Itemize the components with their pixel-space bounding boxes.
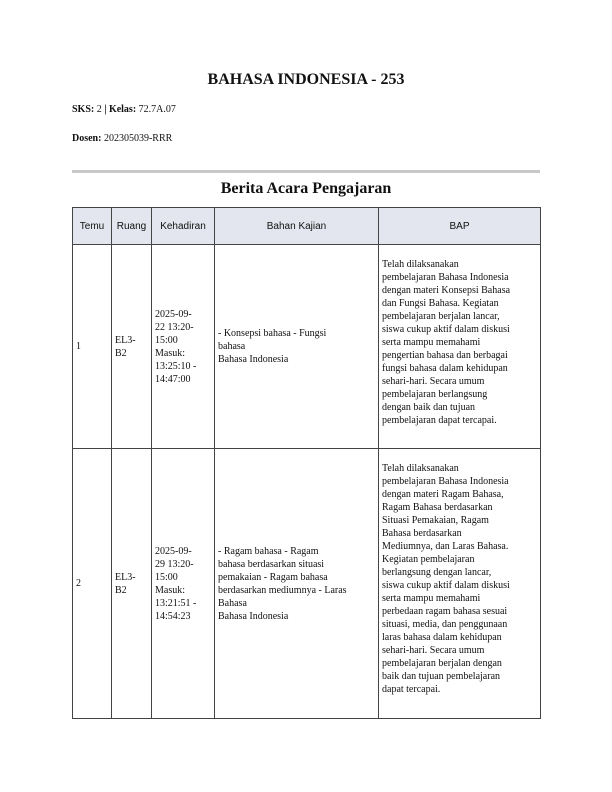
- cell-text-line: 2025-09-: [155, 308, 192, 320]
- separator: |: [104, 104, 107, 115]
- cell-text-line: pembelajaran berjalan lancar,: [382, 311, 500, 322]
- cell-text-line: Telah dilaksanakan: [382, 259, 459, 270]
- cell-text-line: baik dan tujuan pembelajaran: [382, 671, 501, 682]
- cell-text-line: dapat tercapai.: [382, 684, 441, 695]
- cell-bap: [379, 245, 541, 449]
- cell-text-line: pembelajaran Bahasa Indonesia: [382, 476, 509, 487]
- cell-text-line: bahasa: [218, 341, 246, 352]
- cell-text-line: dengan materi Konsepsi Bahasa: [382, 285, 511, 296]
- cell-text-line: Bahasa Indonesia: [218, 354, 289, 365]
- cell-text-line: dan Fungsi Bahasa. Kegiatan: [382, 298, 499, 309]
- cell-text-line: Masuk:: [155, 347, 185, 359]
- kelas-label: Kelas:: [108, 104, 137, 115]
- cell-text-line: B2: [115, 584, 127, 596]
- cell-text-line: 29 13:20-: [155, 558, 194, 570]
- cell-text-line: pemakaian - Ragam bahasa: [218, 571, 328, 583]
- cell-text-line: serta mampu memahami: [382, 593, 481, 604]
- course-info: [72, 104, 176, 115]
- cell-text-line: Situasi Pemakaian, Ragam: [382, 515, 489, 526]
- cell-text-line: Kegiatan pembelajaran: [382, 554, 475, 565]
- sks-value: 2: [96, 104, 102, 115]
- header-bahan-kajian: Bahan Kajian: [215, 208, 379, 245]
- cell-text-line: laras bahasa dalam kehidupan: [382, 632, 502, 643]
- cell-text-line: dengan materi Ragam Bahasa,: [382, 489, 504, 500]
- cell-text-line: sehari-hari. Secara umum: [382, 645, 485, 656]
- cell-text-line: - Ragam bahasa - Ragam: [218, 545, 319, 557]
- course-title: BAHASA INDONESIA - 253: [207, 71, 405, 88]
- kelas-value: 72.7A.07: [138, 104, 176, 115]
- cell-text-line: siswa cukup aktif dalam diskusi: [382, 324, 510, 335]
- cell-bahan-kajian: [215, 449, 379, 719]
- cell-temu: 1: [73, 245, 112, 449]
- cell-text-line: bahasa berdasarkan situasi: [218, 558, 325, 570]
- cell-ruang: [112, 245, 152, 449]
- cell-text-line: pembelajaran berlangsung: [382, 389, 488, 400]
- cell-text-line: siswa cukup aktif dalam diskusi: [382, 580, 510, 591]
- cell-text-line: 15:00: [155, 571, 178, 583]
- section-title: Berita Acara Pengajaran: [220, 180, 392, 197]
- cell-text-line: Masuk:: [155, 584, 185, 596]
- cell-text-line: perbedaan ragam bahasa sesuai: [382, 606, 508, 617]
- cell-text-line: 22 13:20-: [155, 321, 194, 333]
- cell-text-line: sehari-hari. Secara umum: [382, 376, 485, 387]
- cell-text-line: pembelajaran berjalan dengan: [382, 658, 502, 669]
- cell-bap: [379, 449, 541, 719]
- cell-text-line: fungsi bahasa dalam kehidupan: [382, 363, 508, 374]
- cell-text-line: dengan baik dan tujuan: [382, 402, 476, 413]
- table-row: [73, 449, 541, 719]
- cell-text-line: Bahasa Indonesia: [218, 610, 289, 622]
- cell-text-line: EL3-: [115, 571, 136, 583]
- cell-text-line: Bahasa berdasarkan: [382, 528, 462, 539]
- cell-text-line: pengertian bahasa dan berbagai: [382, 350, 508, 361]
- divider: [72, 170, 540, 173]
- cell-text-line: B2: [115, 347, 127, 359]
- cell-text-line: - Konsepsi bahasa - Fungsi: [218, 328, 327, 339]
- cell-text-line: Mediumnya, dan Laras Bahasa.: [382, 541, 509, 552]
- cell-text-line: berlangsung dengan lancar,: [382, 567, 492, 578]
- cell-text-line: pembelajaran dapat tercapai.: [382, 415, 497, 426]
- cell-text-line: pembelajaran Bahasa Indonesia: [382, 272, 509, 283]
- cell-text-line: 2025-09-: [155, 545, 192, 557]
- header-temu: Temu: [73, 208, 112, 245]
- cell-bahan-kajian: [215, 245, 379, 449]
- cell-text-line: 13:25:10 -: [155, 360, 197, 372]
- cell-text-line: berdasarkan mediumnya - Laras: [218, 584, 347, 596]
- cell-text-line: 14:47:00: [155, 373, 191, 385]
- dosen-value: 202305039-RRR: [103, 133, 173, 144]
- cell-text-line: Ragam Bahasa berdasarkan: [382, 502, 493, 513]
- cell-temu: 2: [73, 449, 112, 719]
- table-header-row: [73, 208, 541, 245]
- cell-kehadiran: [152, 245, 215, 449]
- cell-text-line: EL3-: [115, 334, 136, 346]
- table-row: [73, 245, 541, 449]
- cell-text-line: 14:54:23: [155, 610, 191, 622]
- dosen-label: Dosen:: [72, 133, 102, 144]
- cell-ruang: [112, 449, 152, 719]
- header-bap: BAP: [379, 208, 541, 245]
- sks-label: SKS:: [72, 104, 95, 115]
- header-ruang: Ruang: [112, 208, 152, 245]
- header-kehadiran: Kehadiran: [152, 208, 215, 245]
- cell-text-line: 13:21:51 -: [155, 597, 197, 609]
- cell-text-line: 15:00: [155, 334, 178, 346]
- cell-text-line: Bahasa: [218, 597, 247, 609]
- cell-text-line: serta mampu memahami: [382, 337, 481, 348]
- teaching-log-table: [72, 207, 541, 719]
- cell-kehadiran: [152, 449, 215, 719]
- cell-text-line: situasi, media, dan penggunaan: [382, 619, 508, 630]
- lecturer-info: [72, 133, 172, 144]
- cell-text-line: Telah dilaksanakan: [382, 463, 459, 474]
